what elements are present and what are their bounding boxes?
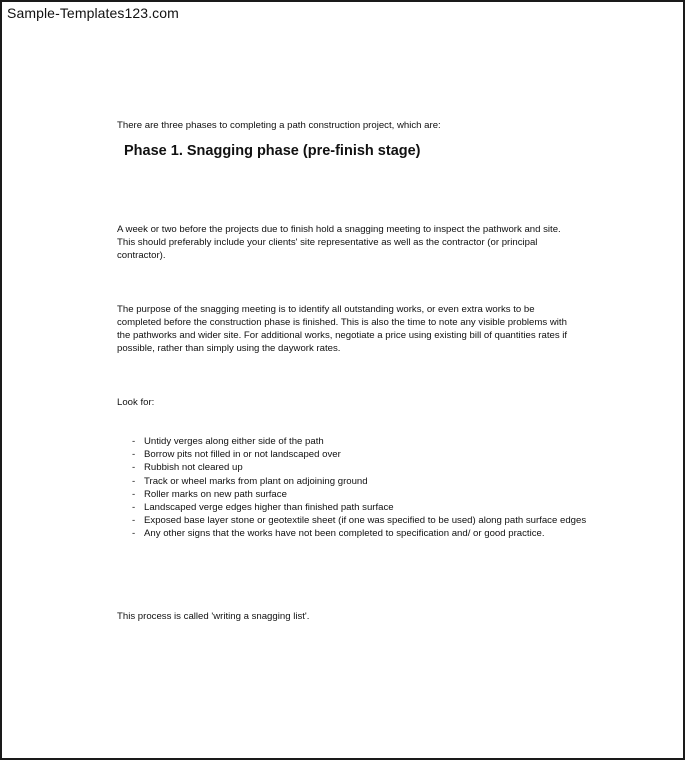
list-item: - Borrow pits not filled in or not landscaped over	[117, 448, 587, 461]
bullet-marker: -	[132, 488, 136, 500]
list-item: - Landscaped verge edges higher than finished path surface	[117, 501, 587, 514]
list-item: - Any other signs that the works have not been completed to specification and/ or good practice.	[117, 527, 587, 540]
bullet-marker: -	[132, 449, 136, 461]
intro-text: There are three phases to completing a path construction project, which are:	[117, 120, 441, 131]
paragraph-meeting: A week or two before the projects due to finish hold a snagging meeting to inspect the pathwork and site. This should preferably include your clients' site representative as well as the contractor (or principal contractor).	[117, 224, 561, 261]
bullet-marker: -	[132, 475, 136, 487]
list-item: - Track or wheel marks from plant on adjoining ground	[117, 475, 587, 488]
list-item: - Exposed base layer stone or geotextile sheet (if one was specified to be used) along path surface edges	[117, 514, 587, 527]
look-for-label: Look for:	[117, 397, 155, 408]
list-item: - Untidy verges along either side of the path	[117, 435, 587, 448]
bullet-marker: -	[132, 436, 136, 447]
watermark-text: Sample-Templates123.com	[7, 5, 179, 21]
bullet-marker: -	[132, 528, 136, 540]
list-item: - Roller marks on new path surface	[117, 488, 587, 501]
list-item: - Rubbish not cleared up	[117, 461, 587, 474]
paragraph-purpose: The purpose of the snagging meeting is to identify all outstanding works, or even extra works to be completed before the construction phase is finished. This is also the time to note any visible problems with the pathworks and wider site. For additional works, negotiate a price using existing bill of quantities rates if possible, rather than simply using the daywork rates.	[117, 304, 568, 354]
phase-heading: Phase 1. Snagging phase (pre-finish stage)	[124, 143, 421, 159]
bullet-marker: -	[132, 502, 136, 514]
bullet-marker: -	[132, 515, 136, 527]
bullet-marker: -	[132, 462, 136, 474]
closing-text: This process is called 'writing a snagging list'.	[117, 611, 310, 622]
snag-list	[117, 435, 587, 541]
